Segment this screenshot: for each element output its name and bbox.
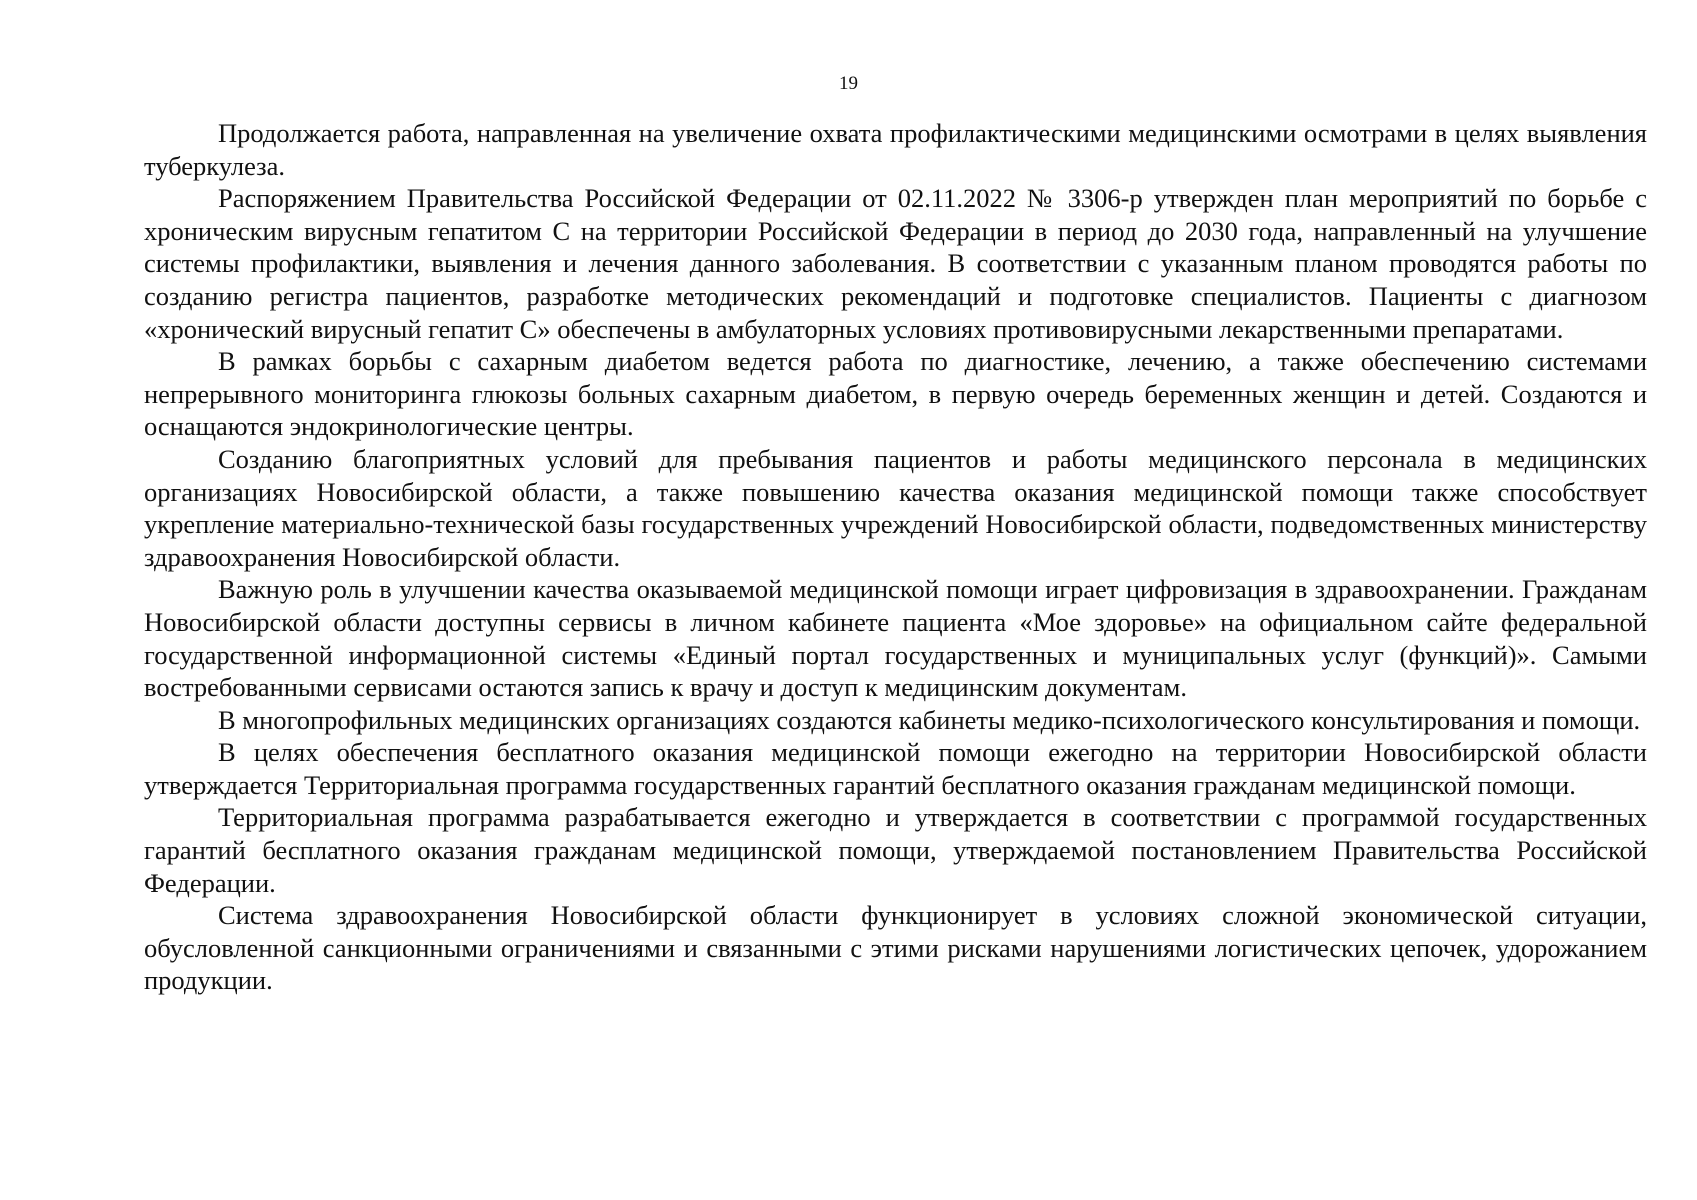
paragraph-economic-situation: Система здравоохранения Новосибирской области функционирует в условиях сложной экономической ситуации, обусловленной санкционными ограничениями и связанными с этими рисками нарушениями логистических цепочек, удорожанием продукции. [144, 900, 1647, 996]
paragraph-tuberculosis-screening: Продолжается работа, направленная на увеличение охвата профилактическими медицинскими осмотрами в целях выявления туберкулеза. [144, 118, 1647, 181]
paragraph-program-approval: Территориальная программа разрабатывается ежегодно и утверждается в соответствии с программой государственных гарантий бесплатного оказания гражданам медицинской помощи, утверждаемой постановлением Правительства Российской Федерации. [144, 802, 1647, 898]
paragraph-psychological-counseling: В многопрофильных медицинских организациях создаются кабинеты медико-психологического консультирования и помощи. [218, 704, 1641, 735]
paragraph-territorial-program: В целях обеспечения бесплатного оказания медицинской помощи ежегодно на территории Новосибирской области утверждается Территориальная программа государственных гарантий бесплатного оказания гражданам медицинской помощи. [144, 737, 1647, 800]
paragraph-diabetes: В рамках борьбы с сахарным диабетом ведется работа по диагностике, лечению, а также обеспечению системами непрерывного мониторинга глюкозы больных сахарным диабетом, в первую очередь беременных женщин и детей. Создаются и оснащаются эндокринологические центры. [144, 346, 1647, 442]
document-body [144, 117, 1647, 997]
paragraph-hepatitis-c-plan: Распоряжением Правительства Российской Федерации от 02.11.2022 № 3306-р утвержден план мероприятий по борьбе с хроническим вирусным гепатитом С на территории Российской Федерации в период до 2030 года, направленный на улучшение системы профилактики, выявления и лечения данного заболевания. В соответствии с указанным планом проводятся работы по созданию регистра пациентов, разработке методических рекомендаций и подготовке специалистов. Пациенты с диагнозом «хронический вирусный гепатит С» обеспечены в амбулаторных условиях противовирусными лекарственными препаратами. [144, 183, 1647, 344]
page-number: 19 [839, 73, 858, 94]
paragraph-material-base: Созданию благоприятных условий для пребывания пациентов и работы медицинского персонала в медицинских организациях Новосибирской области, а также повышению качества оказания медицинской помощи также способствует укрепление материально-технической базы государственных учреждений Новосибирской области, подведомственных министерству здравоохранения Новосибирской области. [144, 443, 1647, 572]
paragraph-digitalization: Важную роль в улучшении качества оказываемой медицинской помощи играет цифровизация в здравоохранении. Гражданам Новосибирской области доступны сервисы в личном кабинете пациента «Мое здоровье» на официальном сайте федеральной государственной информационной системы «Единый портал государственных и муниципальных услуг (функций)». Самыми востребованными сервисами остаются запись к врачу и доступ к медицинским документам. [144, 574, 1647, 703]
